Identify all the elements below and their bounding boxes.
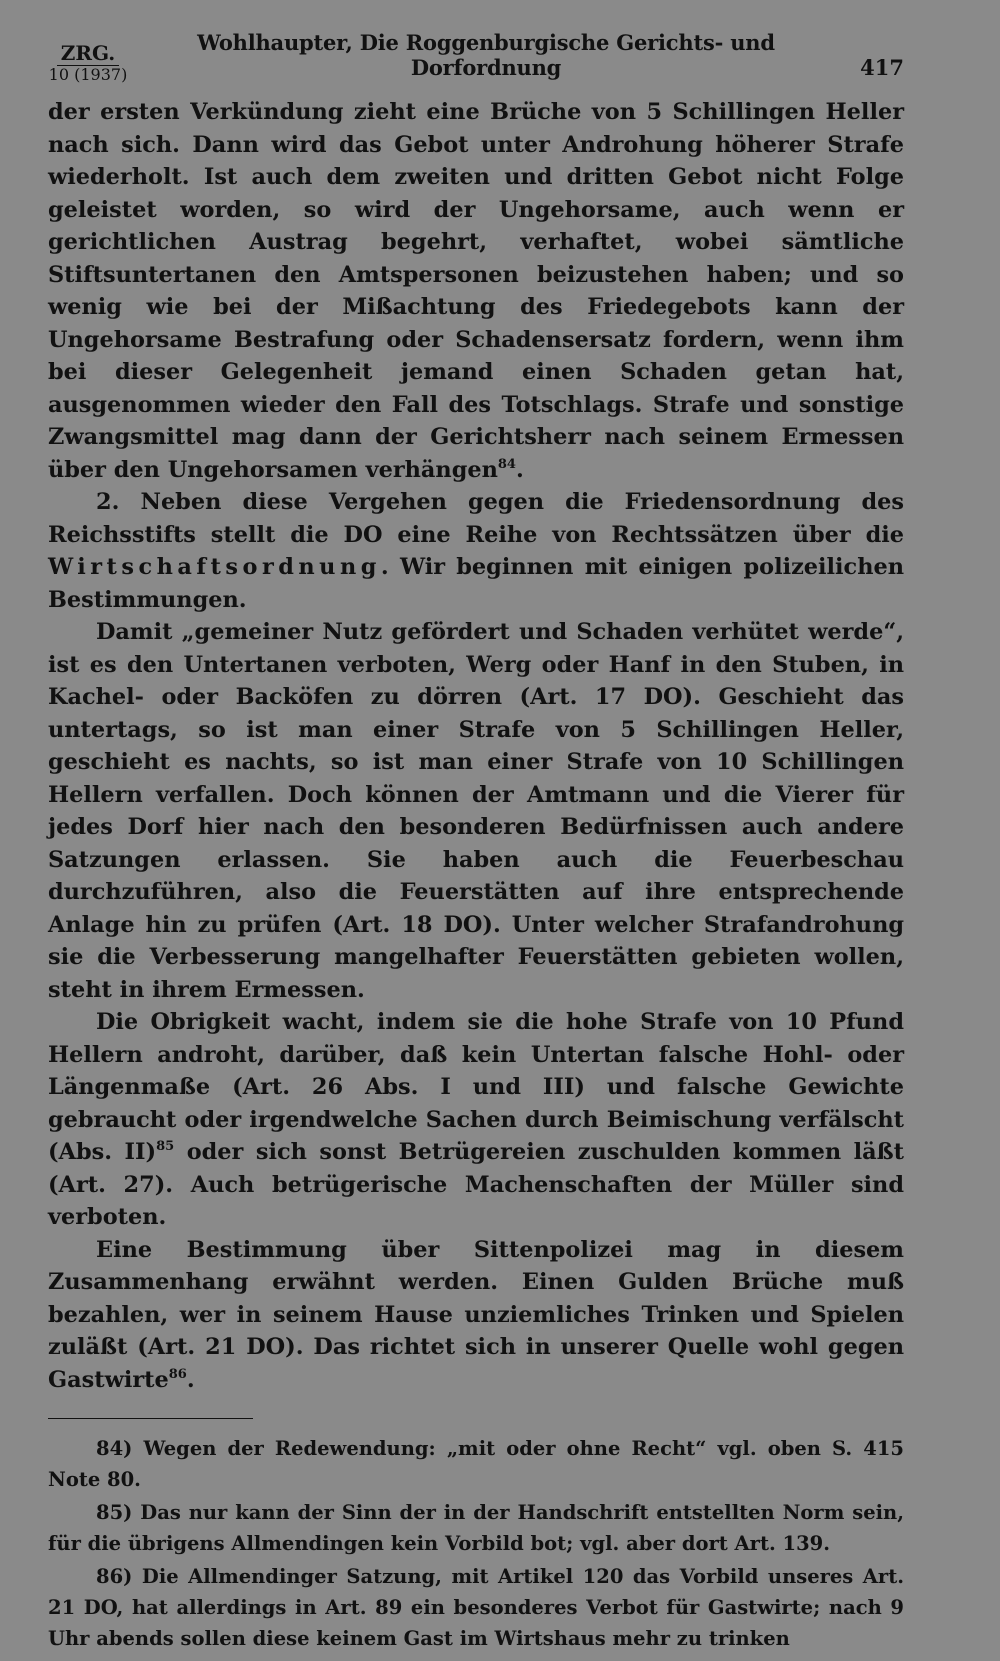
- footnote-text: Die Allmendinger Satzung, mit Artikel 120 das Vorbild unseres Art. 21 DO, hat allerdings in Art. 89 ein besonderes Verbot für Gastwirte; nach 9 Uhr abends sollen diese keinem Gast im Wirtshaus mehr zu trinken: [48, 1565, 905, 1650]
- footnote-marker: 84): [96, 1437, 133, 1460]
- footnote-ref-86[interactable]: 86: [168, 1366, 187, 1382]
- paragraph-4: [48, 1006, 904, 1234]
- footnote-text: Das nur kann der Sinn der in der Handschrift entstellten Norm sein, für die übrigens Allmendingen kein Vorbild bot; vgl. aber dort Art. 139.: [48, 1501, 904, 1555]
- journal-abbreviation: ZRG.: [57, 42, 120, 66]
- paragraph-1: [48, 96, 904, 486]
- volume-year: 10 (1937): [48, 64, 128, 84]
- page-number: 417: [860, 55, 904, 80]
- paragraph-2-end: . Wir beginnen mit einigen polizeilichen Bestimmungen.: [48, 554, 904, 613]
- paragraph-4-end: oder sich sonst Betrügereien zuschulden kommen läßt (Art. 27). Auch betrügerische Machenschaften der Müller sind verboten.: [48, 1139, 904, 1230]
- footnote-ref-84[interactable]: 84: [497, 456, 516, 472]
- footnote-85: [48, 1497, 904, 1559]
- paragraph-2-text: 2. Neben diese Vergehen gegen die Friedensordnung des Reichsstifts stellt die DO eine Reihe von Rechtssätzen über die: [48, 489, 904, 548]
- footnote-text: Wegen der Redewendung: „mit oder ohne Recht“ vgl. oben S. 415 Note 80.: [48, 1437, 904, 1491]
- footnote-84: [48, 1433, 904, 1495]
- page-header: [48, 32, 904, 84]
- paragraph-1-text: der ersten Verkündung zieht eine Brüche von 5 Schillingen Heller nach sich. Dann wird das Gebot unter Androhung höherer Strafe wiederholt. Ist auch dem zweiten und dritten Gebot nicht Folge geleistet worden, so wird der Ungehorsame, auch wenn er gerichtlichen Austrag begehrt, verhaftet, wobei sämtliche Stiftsuntertanen den Amtspersonen beizustehen haben; und so wenig wie bei der Mißachtung des Friedegebots kann der Ungehorsame Bestrafung oder Schadensersatz fordern, wenn ihm bei dieser Gelegenheit jemand einen Schaden getan hat, ausgenommen wieder den Fall des Totschlags. Strafe und sonstige Zwangsmittel mag dann der Gerichtsherr nach seinem Ermessen über den Ungehorsamen verhängen: [48, 99, 904, 483]
- paragraph-5-text: Eine Bestimmung über Sittenpolizei mag in diesem Zusammenhang erwähnt werden. Einen Gulden Brüche muß bezahlen, wer in seinem Hause unziemliches Trinken und Spielen zuläßt (Art. 21 DO). Das richtet sich in unserer Quelle wohl gegen Gastwirte: [48, 1236, 904, 1393]
- footnote-marker: 86): [96, 1565, 133, 1588]
- paragraph-1-end: .: [515, 456, 524, 483]
- journal-reference: [48, 42, 128, 84]
- running-title: Wohlhaupter, Die Roggenburgische Gerichts- und Dorfordnung: [197, 30, 775, 80]
- paragraph-3: Damit „gemeiner Nutz gefördert und Schaden verhütet werde“, ist es den Untertanen verboten, Werg oder Hanf in den Stuben, in Kachel- oder Backöfen zu dörren (Art. 17 DO). Geschieht das untertags, so ist man einer Strafe von 5 Schillingen Heller, geschieht es nachts, so ist man einer Strafe von 10 Schillingen Hellern verfallen. Doch können der Amtmann und die Vierer für jedes Dorf hier nach den besonderen Bedürfnissen auch andere Satzungen erlassen. Sie haben auch die Feuerbeschau durchzuführen, also die Feuerstätten auf ihre entsprechende Anlage hin zu prüfen (Art. 18 DO). Unter welcher Strafandrohung sie die Verbesserung mangelhafter Feuerstätten gebieten wollen, steht in ihrem Ermessen.: [48, 619, 904, 1003]
- paragraph-5: [48, 1234, 904, 1397]
- footnote-86: [48, 1561, 904, 1654]
- footnotes: [48, 1433, 904, 1654]
- footnote-separator: [48, 1418, 253, 1419]
- footnote-ref-85[interactable]: 85: [156, 1139, 175, 1154]
- paragraph-2: [48, 486, 904, 616]
- footnote-marker: 85): [96, 1501, 133, 1524]
- paragraph-5-end: .: [186, 1366, 195, 1393]
- emphasized-term: Wirtschaftsordnung: [48, 554, 381, 580]
- body-text: [48, 96, 904, 1396]
- paragraph-4-text: Die Obrigkeit wacht, indem sie die hohe Strafe von 10 Pfund Hellern androht, darüber, daß kein Untertan falsche Hohl- oder Längenmaße (Art. 26 Abs. I und III) und falsche Gewichte gebraucht oder irgendwelche Sachen durch Beimischung verfälscht (Abs. II): [48, 1009, 904, 1165]
